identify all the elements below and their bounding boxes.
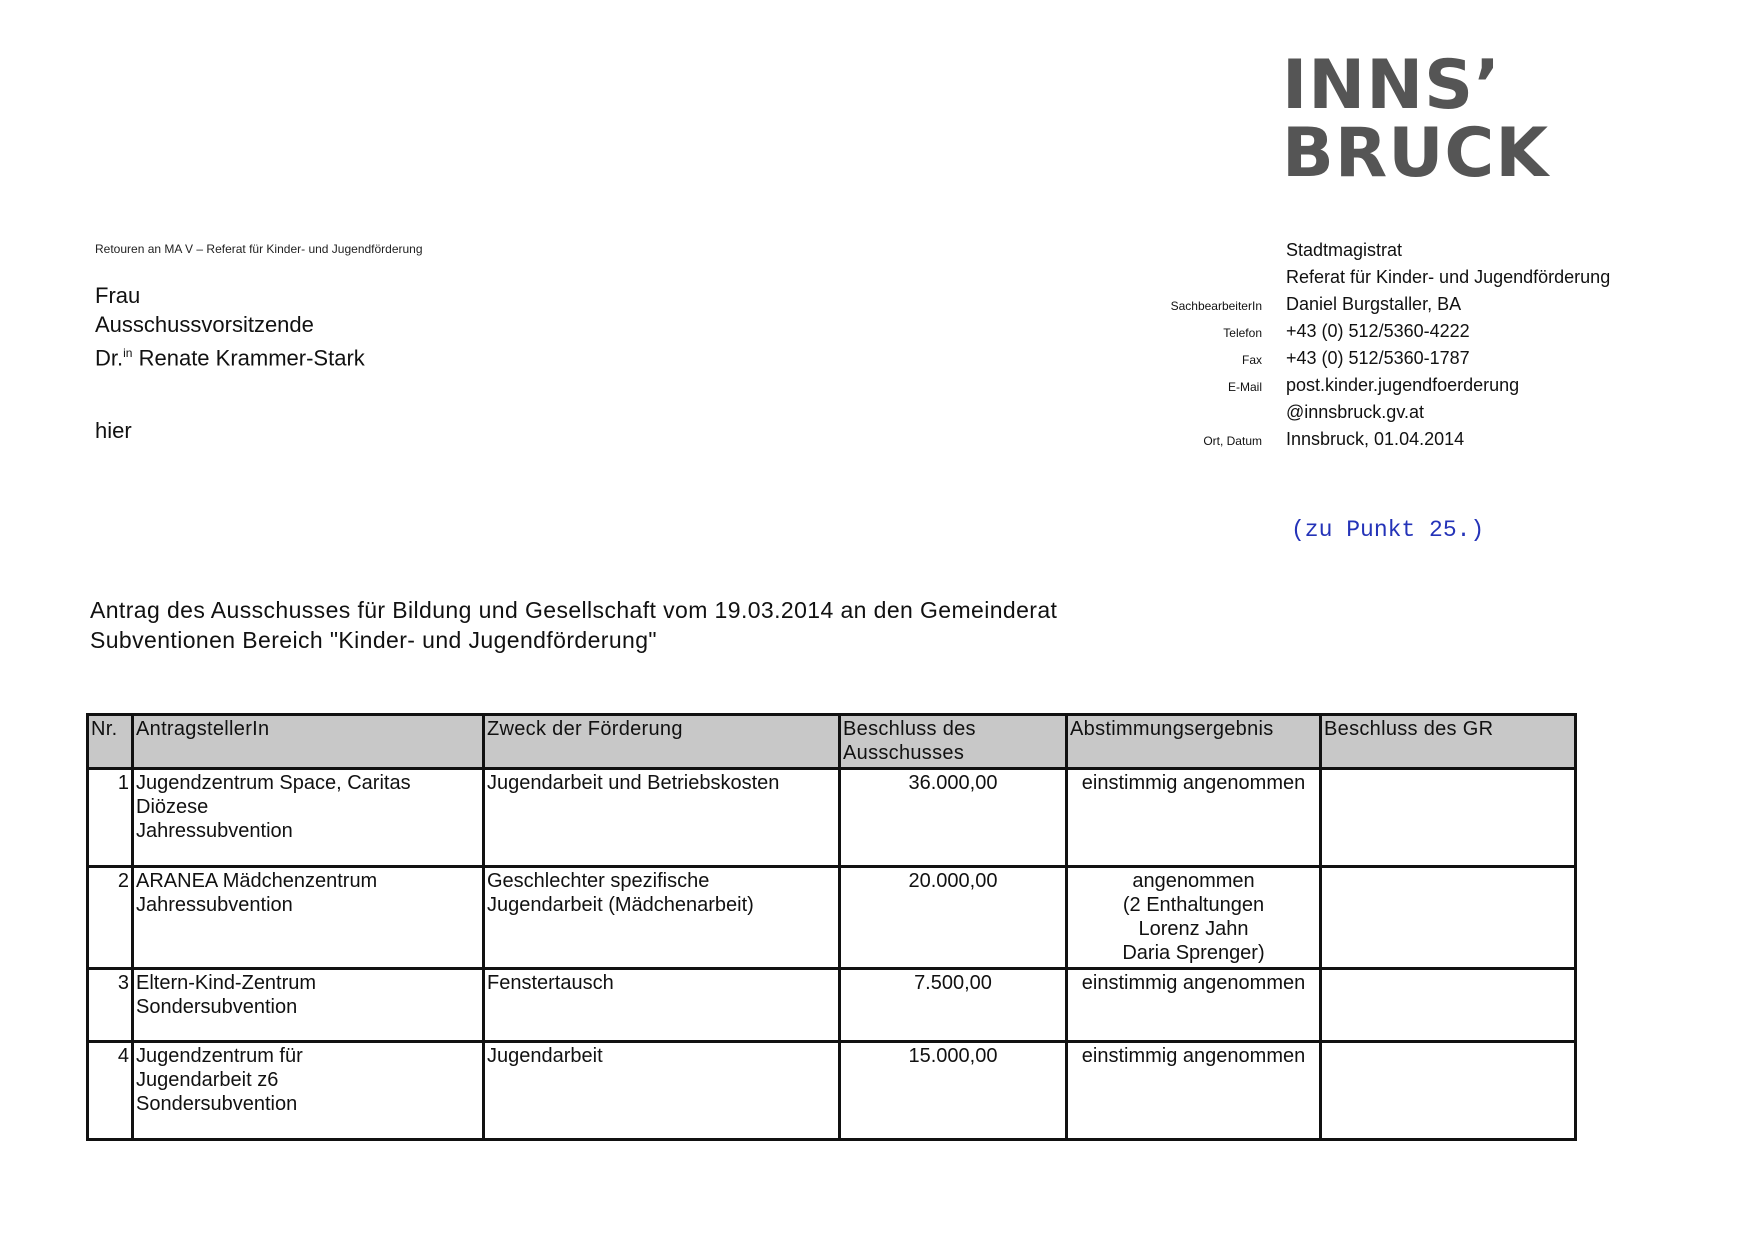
row-applicant: ARANEA Mädchenzentrum Jahressubvention <box>133 867 484 969</box>
logo-line-2: BRUCK <box>1282 114 1550 193</box>
table-row <box>88 969 1576 1042</box>
row-nr: 4 <box>88 1042 133 1140</box>
row-vote-result: einstimmig angenommen <box>1067 969 1321 1042</box>
innsbruck-logo <box>1282 46 1550 193</box>
header-purpose: Zweck der Förderung <box>484 715 840 769</box>
logo-line-1: INNS’ <box>1282 46 1501 125</box>
header-vote-result: Abstimmungsergebnis <box>1067 715 1321 769</box>
row-purpose: Jugendarbeit <box>484 1042 840 1140</box>
header-committee-decision: Beschluss des Ausschusses <box>840 715 1067 769</box>
sender-department: Referat für Kinder- und Jugendförderung <box>1286 267 1611 287</box>
row-applicant: Jugendzentrum Space, Caritas Diözese Jahressubvention <box>133 769 484 867</box>
sender-office: Stadtmagistrat <box>1286 240 1403 260</box>
recipient-location: hier <box>95 418 132 443</box>
recipient-name: Renate Krammer-Stark <box>138 345 365 371</box>
row-purpose: Fenstertausch <box>484 969 840 1042</box>
subject-block <box>90 595 1057 655</box>
row-council-decision <box>1321 769 1576 867</box>
sender-phone: +43 (0) 512/5360-4222 <box>1286 321 1470 341</box>
subject-line-2: Subventionen Bereich "Kinder- und Jugendförderung" <box>90 627 657 653</box>
row-amount: 20.000,00 <box>840 867 1067 969</box>
place-date-label: Ort, Datum <box>1203 434 1262 448</box>
row-amount: 36.000,00 <box>840 769 1067 867</box>
row-purpose: Geschlechter spezifische Jugendarbeit (Mädchenarbeit) <box>484 867 840 969</box>
table-row <box>88 867 1576 969</box>
recipient-block <box>95 281 365 372</box>
row-nr: 1 <box>88 769 133 867</box>
row-vote-result: einstimmig angenommen <box>1067 1042 1321 1140</box>
row-nr: 3 <box>88 969 133 1042</box>
email-label: E-Mail <box>1227 380 1262 394</box>
fax-label: Fax <box>1241 353 1262 367</box>
phone-label: Telefon <box>1223 326 1262 340</box>
row-purpose: Jugendarbeit und Betriebskosten <box>484 769 840 867</box>
recipient-name-line <box>95 339 365 372</box>
row-amount: 7.500,00 <box>840 969 1067 1042</box>
row-amount: 15.000,00 <box>840 1042 1067 1140</box>
header-nr: Nr. <box>88 715 133 769</box>
recipient-salutation: Frau <box>95 283 141 308</box>
subject-line-1: Antrag des Ausschusses für Bildung und Gesellschaft vom 19.03.2014 an den Gemeinderat <box>90 597 1058 623</box>
row-vote-result: einstimmig angenommen <box>1067 769 1321 867</box>
table-row <box>88 1042 1576 1140</box>
table-row <box>88 769 1576 867</box>
row-nr: 2 <box>88 867 133 969</box>
sender-place-date: Innsbruck, 01.04.2014 <box>1286 429 1465 449</box>
row-applicant: Eltern-Kind-Zentrum Sondersubvention <box>133 969 484 1042</box>
table-header-row <box>88 715 1576 769</box>
header-council-decision: Beschluss des GR <box>1321 715 1576 769</box>
row-applicant: Jugendzentrum für Jugendarbeit z6 Sondersubvention <box>133 1042 484 1140</box>
agenda-reference: (zu Punkt 25.) <box>1291 517 1485 543</box>
recipient-title-suffix: in <box>123 346 133 360</box>
row-council-decision <box>1321 1042 1576 1140</box>
sender-clerk: Daniel Burgstaller, BA <box>1286 294 1462 314</box>
subsidy-table <box>86 713 1577 1141</box>
recipient-title-prefix: Dr. <box>95 345 124 371</box>
row-council-decision <box>1321 867 1576 969</box>
row-council-decision <box>1321 969 1576 1042</box>
sender-email-line-2: @innsbruck.gv.at <box>1286 402 1424 422</box>
sender-labels <box>1100 237 1262 453</box>
recipient-role: Ausschussvorsitzende <box>95 312 314 337</box>
sender-email-line-1: post.kinder.jugendfoerderung <box>1286 375 1520 395</box>
sender-fax: +43 (0) 512/5360-1787 <box>1286 348 1470 368</box>
sender-values <box>1286 237 1610 453</box>
header-applicant: AntragstellerIn <box>133 715 484 769</box>
clerk-label: SachbearbeiterIn <box>1170 299 1262 313</box>
return-address: Retouren an MA V – Referat für Kinder- und Jugendförderung <box>95 242 423 256</box>
row-vote-result: angenommen (2 Enthaltungen Lorenz Jahn Daria Sprenger) <box>1067 867 1321 969</box>
